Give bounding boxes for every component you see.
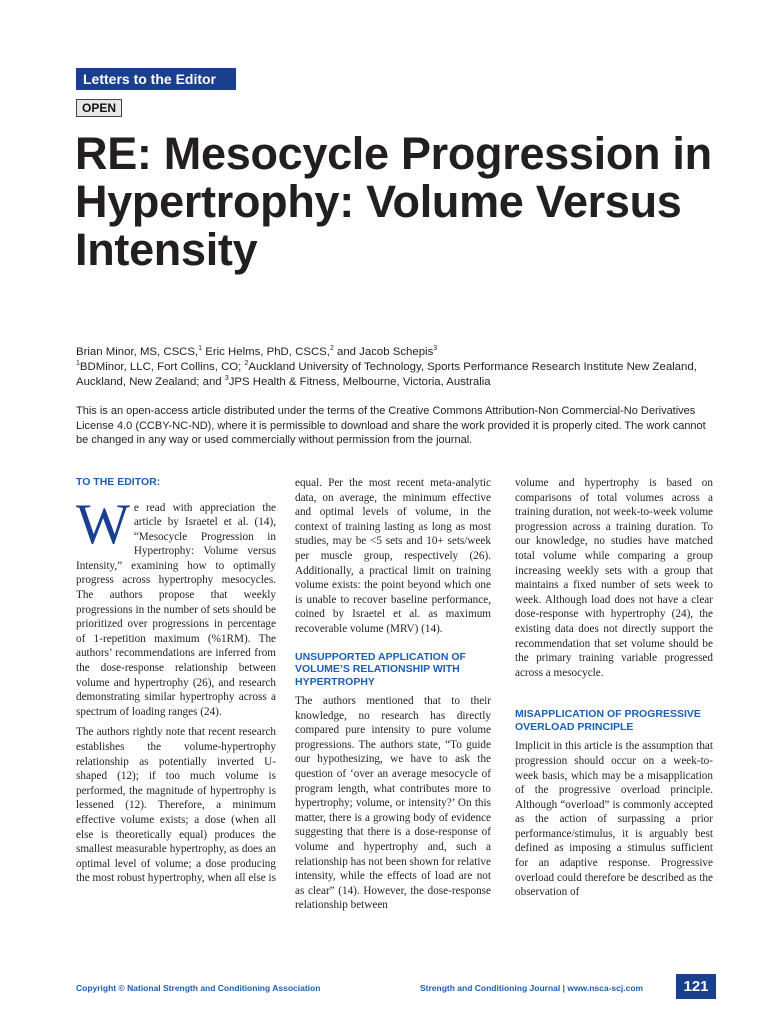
author-names: [76, 345, 726, 360]
author-1: Brian Minor, MS, CSCS,: [76, 346, 199, 358]
paragraph: The authors rightly note that recent research establishes the volume-hypertrophy relationship as potentially inverted U-shaped (12); if too much volume is performed, the magnitude of hypertrophy is lessened (12). Therefore, a minimum effective volume exists; a dose (when all else is theoretically equal) produces the smallest measurable hypertrophy, as does an optimal level of volume; a dose producing the most robust hypertrophy, when all else is: [76, 726, 276, 885]
aff-1-sup: 1: [76, 360, 80, 368]
paragraph-text: e read with appreciation the article by Israetel et al. (14), “Mesocycle Progression in Hypertrophy: Volume versus Intensity,” examining how to optimally progress across hypertrophy mesocycles. The authors propose that weekly progressions in the number of sets should be prioritized over progressions in percentage of 1-repetition maximum (%1RM). The authors’ recommendations are inferred from the dose-response relationship between volume and hypertrophy (26), and research demonstrating similar hypertrophy across a spectrum of loading ranges (24).: [76, 501, 276, 718]
paragraph: The authors mentioned that to their knowledge, no research has directly compared pure intensity to pure volume progressions. The authors state, “To guide our hypothesizing, we have to ask the question of ‘over an average mesocycle of program length, what contributes more to hypertrophy; volume, or intensity?’ On this matter, there is a growing body of evidence suggesting that there is a dose-response of volume and hypertrophy and, such a relationship has not been shown for relative intensity, while the effects of load are not as clear” (14). However, the dose-response relationship between: [295, 695, 491, 912]
affiliation-3: JPS Health & Fitness, Melbourne, Victoria, Australia: [228, 376, 491, 388]
author-block: [76, 345, 726, 390]
author-3-sup: 3: [433, 345, 438, 353]
footer-copyright: Copyright © National Strength and Conditioning Association: [76, 983, 321, 993]
affiliations: [76, 360, 726, 390]
column-3: [515, 476, 713, 906]
footer-journal: Strength and Conditioning Journal | www.nsca-scj.com: [420, 983, 644, 993]
drop-cap: W: [76, 492, 130, 556]
aff-3-sup: 3: [224, 375, 229, 383]
paragraph: volume and hypertrophy is based on comparisons of total volumes across a training duration, not week-to-week volume progression across a training duration. To our knowledge, no studies have matched total volume while comparing a group increasing weekly sets with a group that maintains a fixed number of sets week to week. Although load does not have a clear dose-response with hypertrophy (24), the existing data does not directly support the recommendation that set volume should be the primary training variable progressed across a mesocycle.: [515, 477, 713, 679]
aff-2-sup: 2: [244, 360, 249, 368]
paragraph: [76, 492, 276, 720]
affiliation-1: BDMinor, LLC, Fort Collins, CO;: [79, 361, 245, 373]
section-heading-misapplication: MISAPPLICATION OF PROGRESSIVE OVERLOAD PRINCIPLE: [515, 708, 701, 733]
open-access-badge: OPEN: [76, 99, 122, 117]
author-2-sup: 2: [329, 345, 334, 353]
author-3: and Jacob Schepis: [333, 346, 434, 358]
paragraph: Implicit in this article is the assumption that progression should occur on a week-to-week basis, which may be a misapplication of the progressive overload principle. Although “overload” is commonly accepted as the action of surpassing a prior performance/stimulus, it is arguably best defined as imposing a stimulus sufficient for an adaptive response. Progressive overload could therefore be described as the observation of: [515, 740, 713, 899]
section-tag: Letters to the Editor: [76, 68, 236, 90]
license-statement: This is an open-access article distributed under the terms of the Creative Commons Attribution-Non Commercial-No Derivatives License 4.0 (CCBY-NC-ND), where it is permissible to download and share the work provided it is properly cited. The work cannot be changed in any way or used commercially without permission from the journal.: [76, 405, 706, 446]
column-1: [76, 476, 276, 892]
column-2: [295, 476, 491, 919]
section-heading-to-the-editor: TO THE EDITOR:: [76, 476, 161, 488]
page-number: 121: [676, 974, 716, 999]
author-2: Eric Helms, PhD, CSCS,: [202, 346, 330, 358]
affiliation-2: Auckland University of Technology, Sports Performance Research Institute New Zealand, Auckland, New Zealand; and: [76, 361, 697, 388]
section-heading-unsupported-application: UNSUPPORTED APPLICATION OF VOLUME’S RELATIONSHIP WITH HYPERTROPHY: [295, 650, 466, 688]
article-title: RE: Mesocycle Progression in Hypertrophy: Volume Versus Intensity: [75, 128, 712, 275]
author-1-sup: 1: [198, 345, 203, 353]
paragraph: equal. Per the most recent meta-analytic data, on average, the minimum effective and optimal levels of volume, in the context of training lasting as long as most studies, may be <5 sets and 10+ sets/week per muscle group, respectively (26). Additionally, a practical limit on training volume exists: the point beyond which one is unable to recover baseline performance, coined by Israetel et al. as maximum recoverable volume (MRV) (14).: [295, 477, 491, 635]
